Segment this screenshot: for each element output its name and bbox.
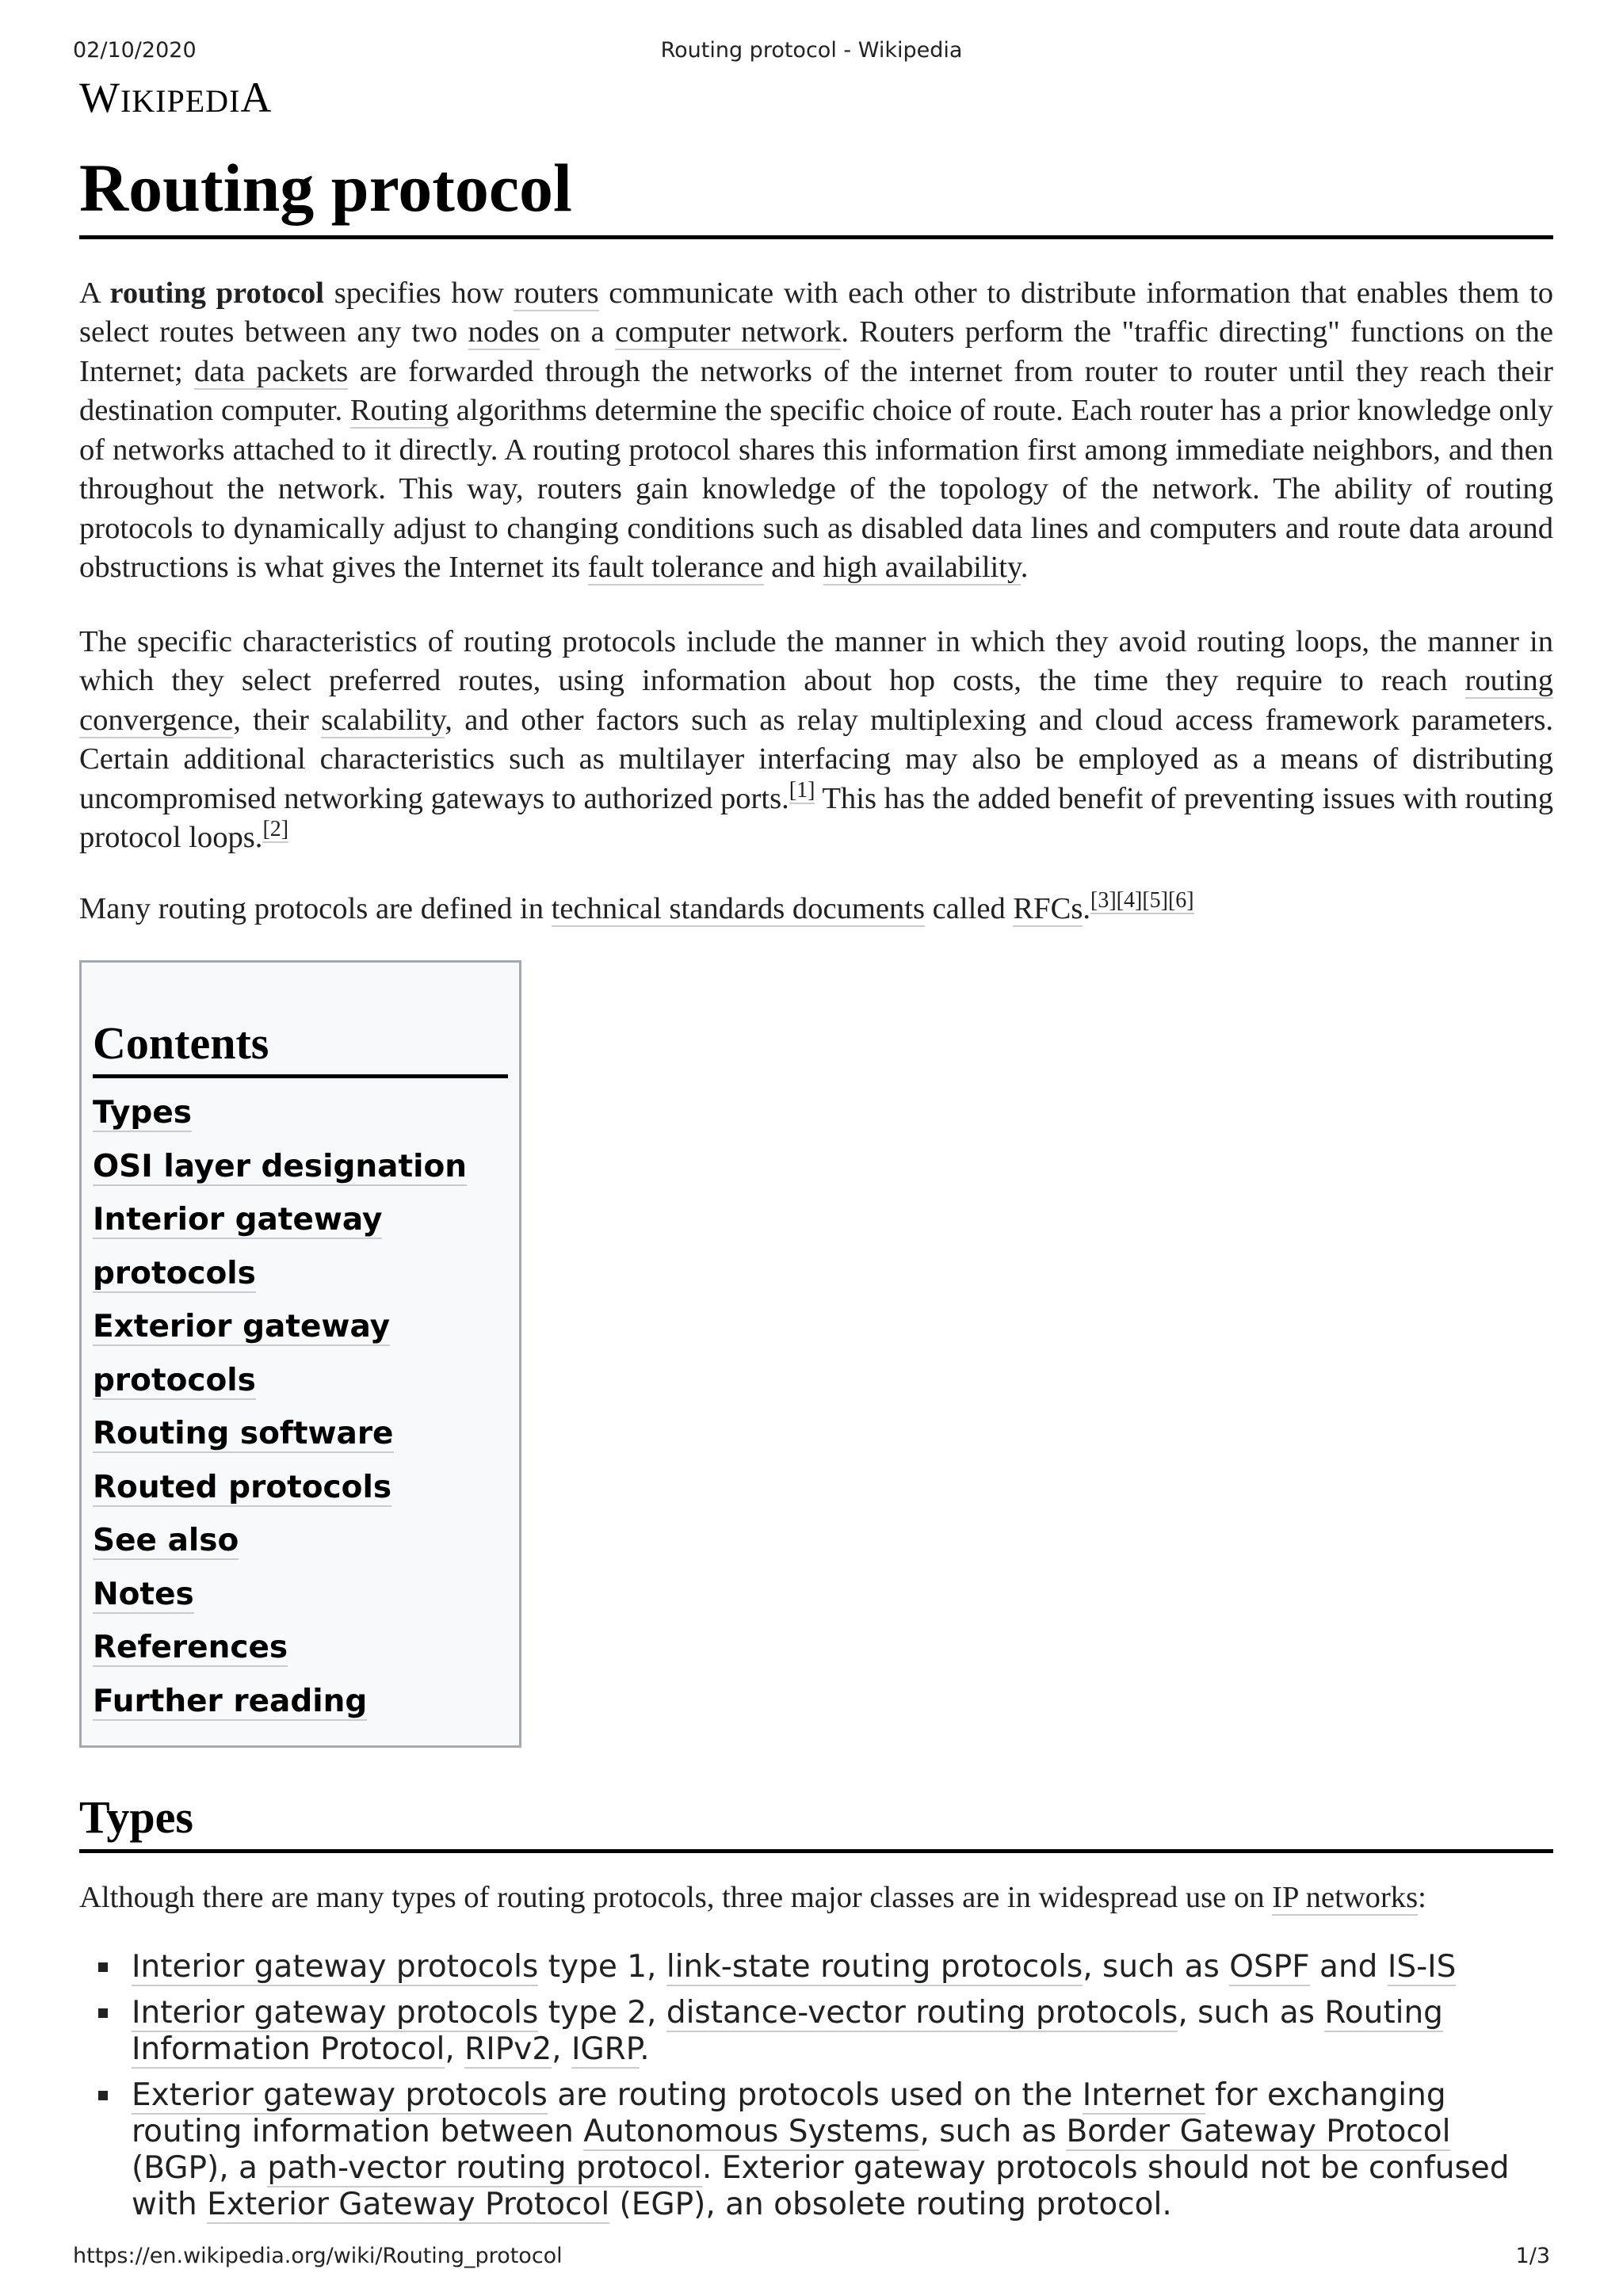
text: are forwarded through the networks of the internet from router to router until they reach their destination computer. [79, 354, 1553, 428]
list-item [132, 2077, 1553, 2223]
text: . [1020, 551, 1029, 585]
page-title: Routing protocol [79, 151, 1553, 239]
citation-link-4[interactable]: [4] [1116, 887, 1143, 913]
logo-small-caps: IKIPEDI [120, 83, 241, 119]
link-ospf[interactable]: OSPF [1229, 1949, 1310, 1985]
link-routing-convergence[interactable]: routing convergence [79, 664, 1553, 737]
print-date: 02/10/2020 [73, 38, 197, 63]
text: communicate with each other to distribute information that enables them to select routes between any two [79, 276, 1553, 349]
print-page-title: Routing protocol - Wikipedia [660, 38, 963, 63]
text: algorithms determine the specific choice of route. Each router has a prior knowledge only of networks attached to it directly. A routing protocol shares this information first among immediate neighbors, and then throughout the network. This way, routers gain knowledge of the topology of the network. The ability of routing protocols to dynamically adjust to changing conditions such as disabled data lines and computers and route data around obstructions is what gives the Internet its [79, 394, 1553, 585]
citation-link-1[interactable]: [1] [789, 777, 815, 803]
text: , [552, 2031, 571, 2068]
text: , such as [919, 2114, 1067, 2150]
text: This has the added benefit of preventing issues with routing protocol loops. [79, 781, 1553, 855]
text: The specific characteristics of routing protocols include the manner in which they avoid routing loops, the manner in which they select preferred routes, using information about hop costs, the time they require to reach [79, 624, 1553, 698]
toc-item [93, 1086, 508, 1140]
text: type 2, [538, 1995, 666, 2031]
table-of-contents [79, 960, 521, 1748]
toc-item [93, 1193, 508, 1300]
text: type 1, [538, 1949, 666, 1985]
text: for exchanging routing information between [132, 2077, 1446, 2150]
toc-link-routing-software[interactable]: Routing software [93, 1416, 394, 1452]
link-nodes[interactable]: nodes [468, 315, 540, 349]
text: A [79, 276, 110, 310]
link-routing[interactable]: Routing [349, 394, 449, 428]
text: , their [233, 703, 322, 737]
text: Although there are many types of routing protocols, three major classes are in widespread use on [79, 1880, 1273, 1914]
types-intro [79, 1878, 1553, 1918]
text: , such as [1083, 1949, 1230, 1985]
link-routers[interactable]: routers [514, 276, 599, 310]
text: called [925, 891, 1014, 925]
link-interior-gateway-protocols[interactable]: Interior gateway protocols [132, 1949, 539, 1985]
toc-link-types[interactable]: Types [93, 1095, 192, 1131]
link-rfcs[interactable]: RFCs [1013, 891, 1083, 925]
text: (EGP), an obsolete routing protocol. [609, 2187, 1172, 2223]
citation-1 [789, 778, 815, 804]
link-high-availability[interactable]: high availability [823, 551, 1021, 585]
link-interior-gateway-protocols[interactable]: Interior gateway protocols [132, 1995, 539, 2031]
text: and [763, 551, 823, 585]
text: . Routers perform the "traffic directing" functions on the Internet; [79, 315, 1554, 388]
text: specifies how [324, 276, 514, 310]
toc-link-exterior-gateway[interactable]: Exterior gateway protocols [93, 1309, 390, 1398]
article-content [79, 151, 1553, 2233]
text: are routing protocols used on the [547, 2077, 1083, 2114]
citation-link-3[interactable]: [3] [1090, 887, 1117, 913]
link-border-gateway-protocol[interactable]: Border Gateway Protocol [1066, 2114, 1451, 2150]
text: . [1083, 891, 1091, 925]
link-computer-network[interactable]: computer network [615, 315, 842, 349]
toc-item [93, 1675, 508, 1729]
link-igrp[interactable]: IGRP [571, 2031, 640, 2068]
toc-link-see-also[interactable]: See also [93, 1523, 239, 1559]
toc-item [93, 1621, 508, 1675]
link-exterior-gateway-protocol[interactable]: Exterior Gateway Protocol [207, 2187, 610, 2223]
toc-link-notes[interactable]: Notes [93, 1576, 194, 1612]
bullet-icon [98, 2008, 108, 2018]
list-item [132, 1949, 1553, 1985]
logo-letter-a: A [240, 74, 273, 121]
toc-item [93, 1461, 508, 1515]
toc-link-osi-layer[interactable]: OSI layer designation [93, 1148, 468, 1184]
link-internet[interactable]: Internet [1082, 2077, 1205, 2114]
intro-paragraph-2 [79, 623, 1553, 858]
link-fault-tolerance[interactable]: fault tolerance [587, 551, 764, 585]
toc-item [93, 1140, 508, 1194]
text: Many routing protocols are defined in [79, 891, 552, 925]
citation-5 [1142, 888, 1168, 914]
list-item [132, 1995, 1553, 2068]
types-list [79, 1949, 1553, 2223]
text: . Exterior gateway protocols should not be confused with [132, 2150, 1510, 2223]
bullet-icon [98, 1962, 108, 1972]
text: and [1309, 1949, 1388, 1985]
toc-item [93, 1300, 508, 1407]
wikipedia-logo[interactable] [79, 73, 272, 122]
citation-2 [262, 817, 288, 843]
link-routing-information-protocol[interactable]: Routing Information Protocol [132, 1995, 1443, 2068]
link-distance-vector[interactable]: distance-vector routing protocols [666, 1995, 1178, 2031]
citation-6 [1168, 888, 1194, 914]
link-autonomous-systems[interactable]: Autonomous Systems [583, 2114, 920, 2150]
text: : [1418, 1880, 1426, 1914]
toc-title: Contents [93, 1016, 508, 1078]
toc-item [93, 1407, 508, 1461]
intro-paragraph-1 [79, 274, 1553, 588]
intro-paragraph-3 [79, 887, 1553, 929]
section-heading-types: Types [79, 1792, 1553, 1853]
toc-link-routed-protocols[interactable]: Routed protocols [93, 1469, 392, 1505]
toc-item [93, 1568, 508, 1622]
link-path-vector[interactable]: path-vector routing protocol [267, 2150, 702, 2187]
link-exterior-gateway-protocols[interactable]: Exterior gateway protocols [132, 2077, 548, 2114]
link-is-is[interactable]: IS-IS [1387, 1949, 1457, 1985]
citation-link-6[interactable]: [6] [1167, 887, 1194, 913]
link-technical-standards[interactable]: technical standards documents [551, 891, 926, 925]
text: on a [539, 315, 616, 349]
text: (BGP), a [132, 2150, 268, 2187]
citation-link-2[interactable]: [2] [262, 817, 289, 842]
print-url: https://en.wikipedia.org/wiki/Routing_protocol [73, 2244, 563, 2268]
toc-link-further-reading[interactable]: Further reading [93, 1683, 368, 1719]
toc-item [93, 1514, 508, 1568]
citation-3 [1090, 888, 1117, 914]
citation-4 [1117, 888, 1143, 914]
link-ripv2[interactable]: RIPv2 [464, 2031, 552, 2068]
text: , and other factors such as relay multiplexing and cloud access framework parameters. Certain additional characteristics such as multilayer interfacing may also be employed as a means of distributing uncompromised networking gateways to authorized ports. [79, 703, 1553, 815]
link-data-packets[interactable]: data packets [193, 354, 349, 388]
text: , [445, 2031, 465, 2068]
toc-list [93, 1086, 508, 1728]
toc-link-interior-gateway[interactable]: Interior gateway protocols [93, 1202, 383, 1291]
bullet-icon [98, 2091, 108, 2100]
page-number: 1/3 [1515, 2244, 1550, 2268]
link-scalability[interactable]: scalability [321, 703, 445, 737]
text: . [640, 2031, 650, 2068]
link-ip-networks[interactable]: IP networks [1272, 1880, 1419, 1914]
print-footer [73, 2244, 1550, 2275]
citation-link-5[interactable]: [5] [1142, 887, 1168, 913]
bold-term: routing protocol [109, 276, 325, 310]
logo-letter-w: W [79, 74, 120, 121]
toc-link-references[interactable]: References [93, 1630, 288, 1666]
print-header [73, 38, 1550, 70]
text: , such as [1178, 1995, 1325, 2031]
link-link-state[interactable]: link-state routing protocols [666, 1949, 1083, 1985]
